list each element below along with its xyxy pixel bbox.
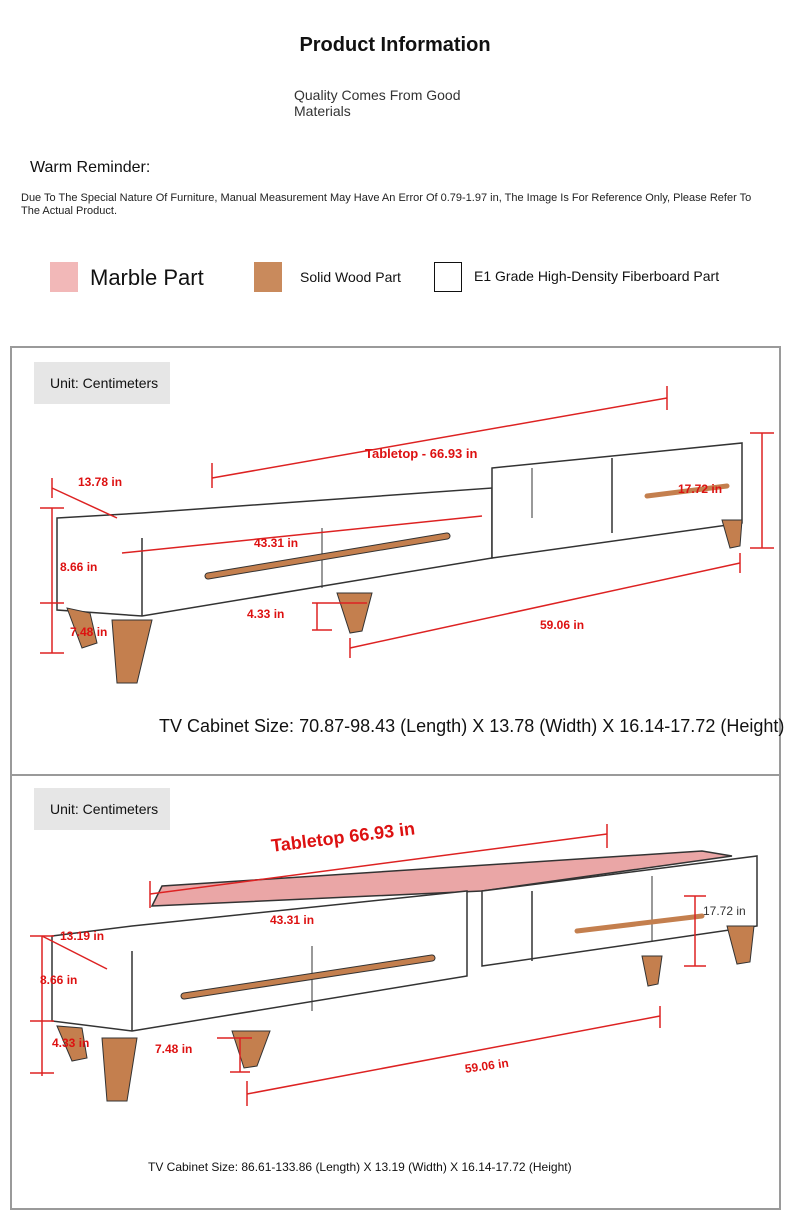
fiberboard-label: E1 Grade High-Density Fiberboard Part (474, 268, 720, 284)
size-caption-2: TV Cabinet Size: 86.61-133.86 (Length) X 13.19 (Width) X 16.14-17.72 (Height) (148, 1160, 572, 1174)
wood-swatch (254, 262, 282, 292)
tabletop-dim-1: Tabletop - 66.93 in (365, 446, 478, 461)
body-height-dim-1: 8.66 in (60, 560, 98, 574)
unit-label-2: Unit: Centimeters (34, 788, 170, 830)
cabinet-drawing-1 (12, 348, 783, 778)
bottom-length-dim-1: 59.06 in (540, 618, 585, 632)
depth-dim-2: 13.19 in (60, 929, 105, 943)
wood-label: Solid Wood Part (300, 269, 401, 285)
drawer-width-dim-2: 43.31 in (270, 913, 315, 927)
page-title: Product Information (299, 34, 491, 56)
size-caption-1: TV Cabinet Size: 70.87-98.43 (Length) X 13.78 (Width) X 16.14-17.72 (Height) (159, 716, 785, 736)
reminder-text: Due To The Special Nature Of Furniture, Manual Measurement May Have An Error Of 0.79-1.97 in, The Image Is For Reference Only, Please Refer To The Actual Product. (21, 192, 752, 217)
reminder-title: Warm Reminder: (30, 159, 151, 176)
page-subtitle: Quality Comes From Good Materials (294, 87, 461, 119)
leg-inset-dim-1: 4.33 in (247, 607, 285, 621)
tabletop-dim-2: Tabletop 66.93 in (270, 818, 417, 856)
body-height-dim-2: 8.66 in (40, 973, 78, 987)
drawer-width-dim-1: 43.31 in (254, 536, 299, 550)
unit-label-1: Unit: Centimeters (34, 362, 170, 404)
diagram-panel-1 (10, 346, 785, 776)
bottom-length-dim-2: 59.06 in (464, 1055, 510, 1076)
leg-height-dim-1: 7.48 in (70, 625, 108, 639)
height-right-dim-2: 17.72 in (703, 904, 746, 918)
leg-height-dim-2: 7.48 in (155, 1042, 193, 1056)
marble-swatch (50, 262, 78, 292)
height-right-dim-1: 17.72 in (678, 482, 723, 496)
diagram-panel-2 (10, 774, 781, 1210)
fiberboard-swatch (434, 262, 462, 292)
depth-dim-1: 13.78 in (78, 475, 123, 489)
leg-inset-dim-2: 4.33 in (52, 1036, 90, 1050)
marble-label: Marble Part (90, 265, 204, 290)
